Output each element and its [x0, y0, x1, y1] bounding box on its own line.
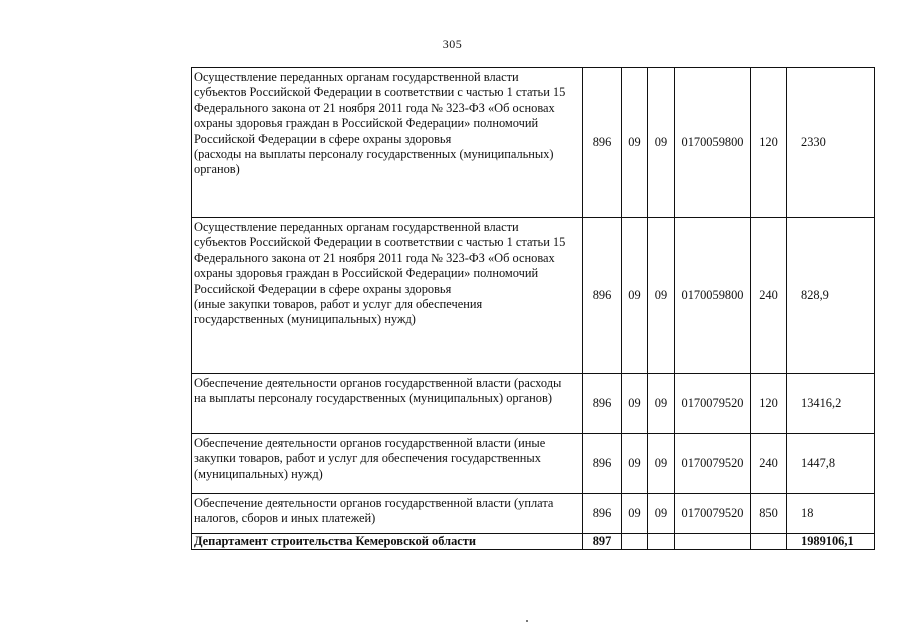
expense-type-code: 240: [751, 218, 787, 374]
subsection-code: 09: [648, 374, 675, 434]
ministry-code: 896: [583, 374, 622, 434]
ministry-code: 896: [583, 218, 622, 374]
table-row: [192, 494, 875, 534]
target-article-code: [675, 534, 751, 550]
section-code: 09: [622, 218, 648, 374]
target-article-code: 0170059800: [675, 68, 751, 218]
section-code: 09: [622, 434, 648, 494]
target-article-code: 0170059800: [675, 218, 751, 374]
table-row: [192, 68, 875, 218]
expense-type-code: 850: [751, 494, 787, 534]
section-code: 09: [622, 494, 648, 534]
row-description: Обеспечение деятельности органов государственной власти (расходы на выплаты персоналу государственных (муниципальных) органов): [192, 374, 583, 434]
row-description: Обеспечение деятельности органов государственной власти (уплата налогов, сборов и иных платежей): [192, 494, 583, 534]
row-description: Осуществление переданных органам государственной власти субъектов Российской Федерации в соответствии с частью 1 статьи 15 Федерального закона от 21 ноября 2011 года № 323-ФЗ «Об основах охраны здоровья граждан в Российской Федерации» полномочий Российской Федерации в сфере охраны здоровья (иные закупки товаров, работ и услуг для обеспечения государственных (муниципальных) нужд): [192, 218, 583, 374]
amount-cell: 2330: [787, 68, 875, 218]
subsection-code: [648, 534, 675, 550]
subsection-code: 09: [648, 494, 675, 534]
row-description: Обеспечение деятельности органов государственной власти (иные закупки товаров, работ и услуг для обеспечения государственных (муниципальных) нужд): [192, 434, 583, 494]
row-description: Осуществление переданных органам государственной власти субъектов Российской Федерации в соответствии с частью 1 статьи 15 Федерального закона от 21 ноября 2011 года № 323-ФЗ «Об основах охраны здоровья граждан в Российской Федерации» полномочий Российской Федерации в сфере охраны здоровья (расходы на выплаты персоналу государственных (муниципальных) органов): [192, 68, 583, 218]
section-code: 09: [622, 374, 648, 434]
expense-type-code: [751, 534, 787, 550]
target-article-code: 0170079520: [675, 434, 751, 494]
amount-cell: 13416,2: [787, 374, 875, 434]
scan-speck: [526, 620, 528, 622]
ministry-code: 896: [583, 68, 622, 218]
subsection-code: 09: [648, 218, 675, 374]
expense-type-code: 120: [751, 374, 787, 434]
target-article-code: 0170079520: [675, 494, 751, 534]
ministry-code: 896: [583, 494, 622, 534]
section-code: [622, 534, 648, 550]
department-name: Департамент строительства Кемеровской области: [192, 534, 583, 550]
amount-cell: 1447,8: [787, 434, 875, 494]
ministry-code: 896: [583, 434, 622, 494]
target-article-code: 0170079520: [675, 374, 751, 434]
table-row: [192, 374, 875, 434]
page-number: 305: [442, 37, 463, 51]
expense-type-code: 120: [751, 68, 787, 218]
section-code: 09: [622, 68, 648, 218]
subsection-code: 09: [648, 68, 675, 218]
total-row: [192, 534, 875, 550]
budget-table: [191, 67, 875, 550]
expense-type-code: 240: [751, 434, 787, 494]
ministry-code: 897: [583, 534, 622, 550]
table-row: [192, 434, 875, 494]
subsection-code: 09: [648, 434, 675, 494]
amount-cell: 1989106,1: [787, 534, 875, 550]
amount-cell: 828,9: [787, 218, 875, 374]
table-row: [192, 218, 875, 374]
amount-cell: 18: [787, 494, 875, 534]
